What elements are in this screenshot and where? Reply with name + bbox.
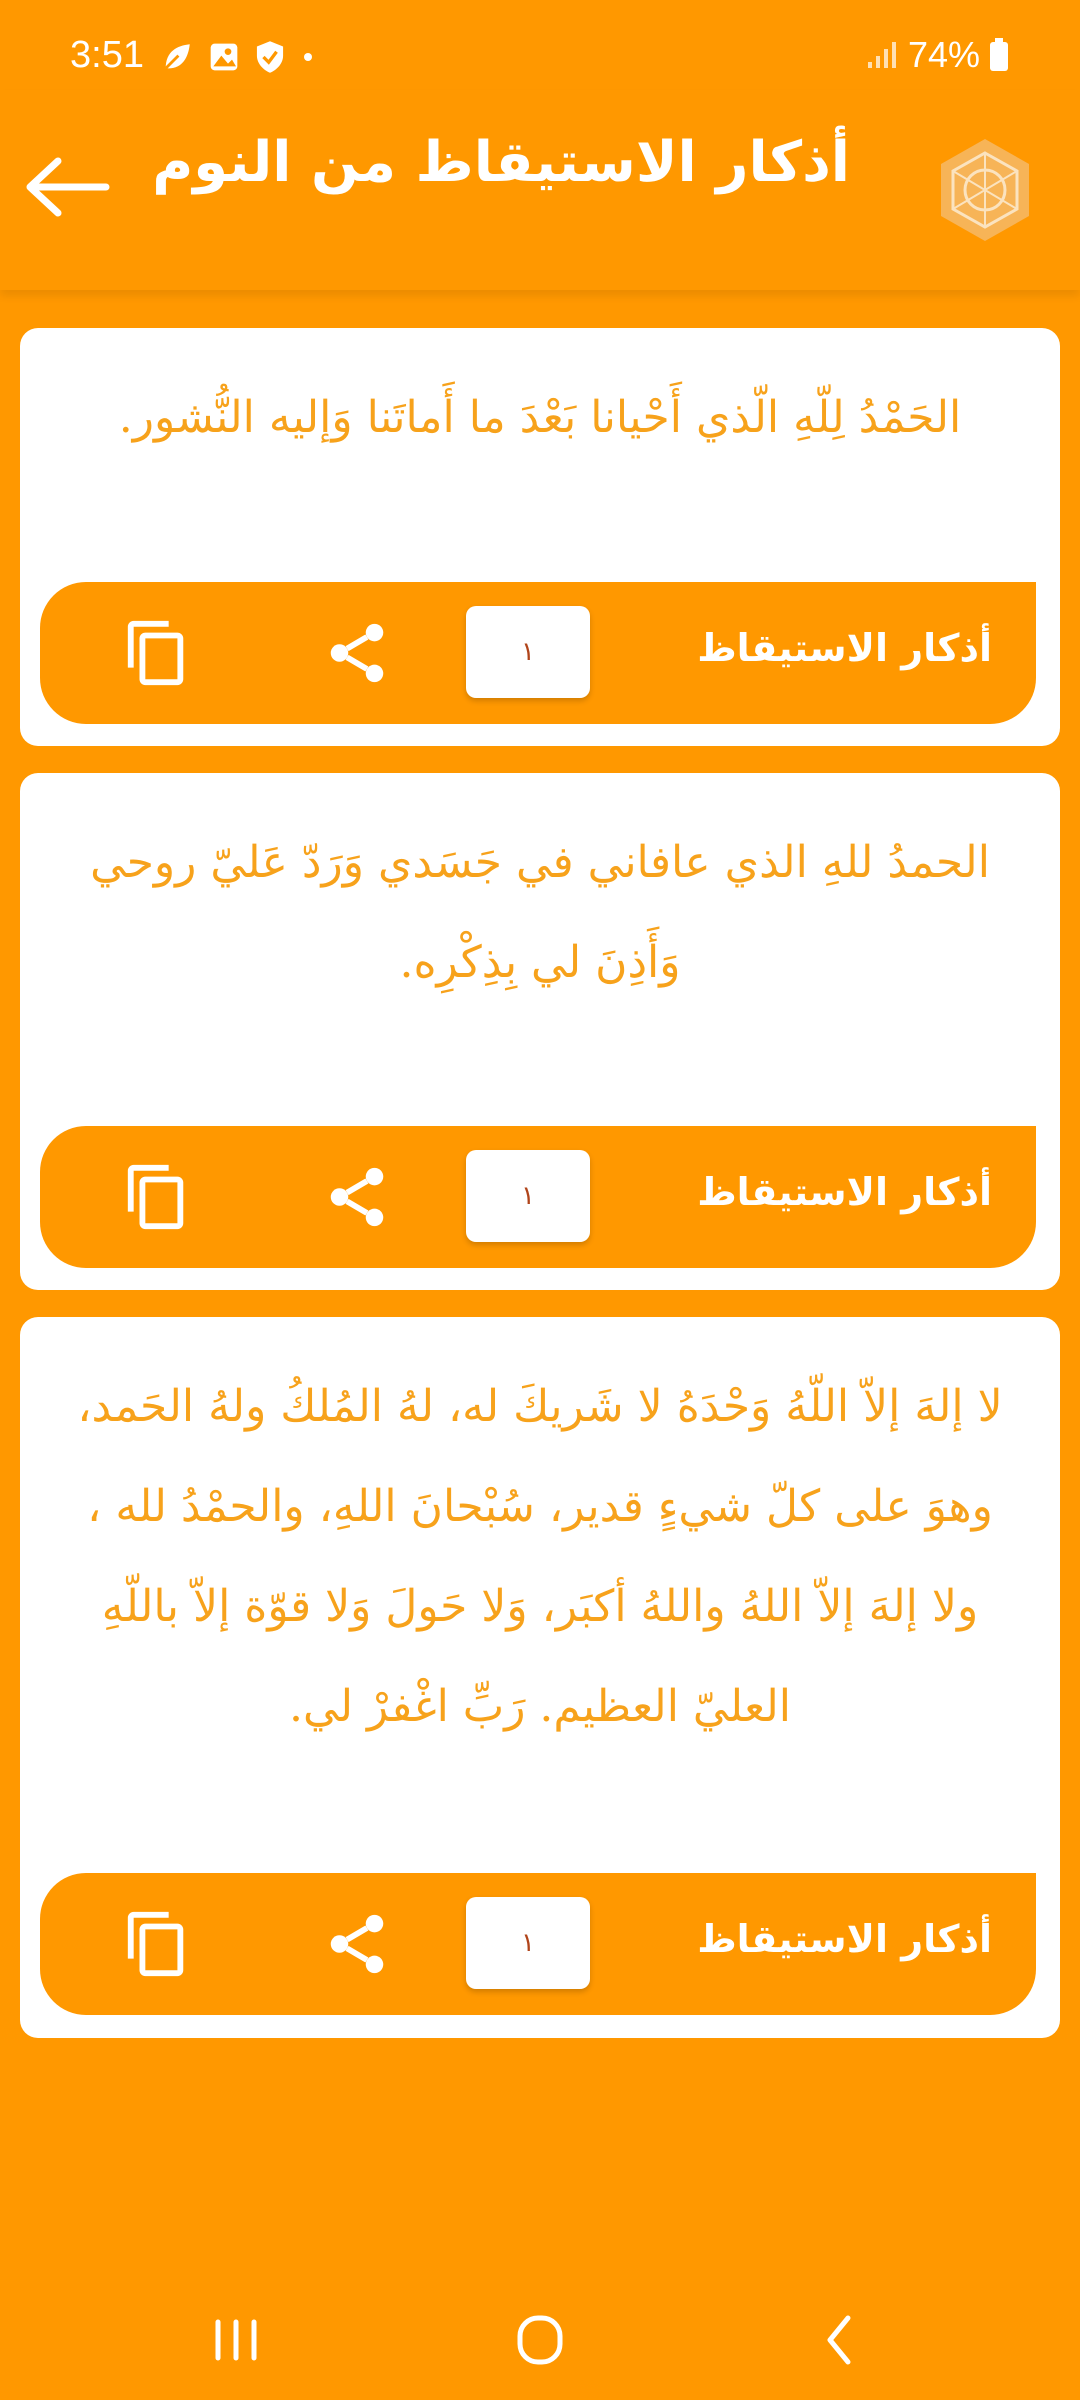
- copy-icon[interactable]: [122, 618, 192, 688]
- dot-icon: [300, 49, 316, 65]
- recent-apps-icon[interactable]: [196, 2310, 276, 2370]
- category-label: أذكار الاستيقاظ: [697, 1917, 992, 1961]
- share-icon[interactable]: [322, 1162, 392, 1232]
- app-bar: [0, 90, 1080, 290]
- counter-button[interactable]: ١: [466, 606, 590, 698]
- counter-button[interactable]: ١: [466, 1150, 590, 1242]
- copy-icon[interactable]: [122, 1909, 192, 1979]
- leaf-icon: [160, 40, 194, 74]
- dhikr-card: [20, 773, 1060, 1290]
- dhikr-card: [20, 328, 1060, 746]
- signal-icon: [866, 40, 900, 70]
- category-label: أذكار الاستيقاظ: [697, 1170, 992, 1214]
- system-nav-bar: [0, 2280, 1080, 2400]
- card-action-bar: [40, 1126, 1036, 1268]
- battery-icon: [988, 38, 1010, 72]
- image-icon: [208, 41, 240, 73]
- dhikr-text: لا إلهَ إلاّ اللّهُ وَحْدَهُ لا شَريكَ له، لهُ المُلكُ ولهُ الحَمد، وهوَ على كلّ شيءٍ قدير، سُبْحانَ اللهِ، والحمْدُ لله ، ولا إلهَ إلاّ اللهُ واللهُ أكبَر، وَلا حَولَ وَلا قوّة إلاّ باللّهِ العليّ العظيم. رَبِّ اغْفرْ لي.: [77, 1381, 1003, 1732]
- dhikr-text: الحمدُ للهِ الذي عافاني في جَسَدي وَرَدّ عَليّ روحي وَأَذِنَ لي بِذِكْرِه.: [90, 837, 990, 988]
- card-action-bar: [40, 1873, 1036, 2015]
- back-button[interactable]: [22, 142, 112, 232]
- card-action-bar: [40, 582, 1036, 724]
- share-icon[interactable]: [322, 618, 392, 688]
- battery-percent: 74%: [907, 34, 980, 75]
- status-bar: [0, 0, 1080, 90]
- dhikr-text: الحَمْدُ لِلّهِ الّذي أَحْيانا بَعْدَ ما أَماتَنا وَإليه النُّشور.: [118, 392, 962, 443]
- home-icon[interactable]: [500, 2310, 580, 2370]
- status-time: 3:51: [70, 34, 144, 76]
- page-title: أذكار الاستيقاظ من النوم: [152, 130, 850, 195]
- dhikr-card: [20, 1317, 1060, 2038]
- arrow-left-icon: [24, 157, 110, 217]
- back-nav-icon[interactable]: [800, 2310, 880, 2370]
- shield-check-icon: [254, 40, 286, 74]
- share-icon[interactable]: [322, 1909, 392, 1979]
- notification-icons: [160, 40, 316, 74]
- category-label: أذكار الاستيقاظ: [697, 626, 992, 670]
- status-right: [866, 34, 1010, 76]
- islamic-pattern-icon: [930, 135, 1040, 245]
- copy-icon[interactable]: [122, 1162, 192, 1232]
- counter-button[interactable]: ١: [466, 1897, 590, 1989]
